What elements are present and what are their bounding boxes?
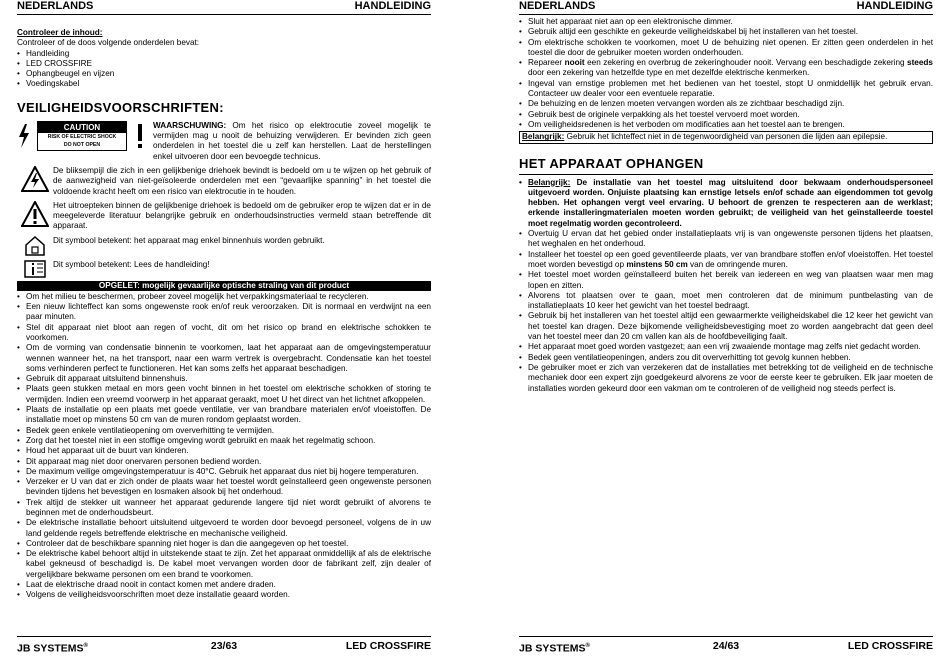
- list-item: • Dit apparaat mag niet door onervaren personen bediend worden.: [17, 457, 431, 467]
- list-item: • Trek altijd de stekker uit wanneer het apparaat gedurende langere tijd niet wordt gebruikt of alvorens te beginnen met de onderhoudsbeurt.: [17, 498, 431, 519]
- left-page: [17, 0, 431, 654]
- list-item-important: • Belangrijk: De installatie van het toestel mag uitsluitend door bekwaam onderhoudspersoneel uitgevoerd worden. Onjuiste plaatsing kan ernstige letsels en/of schade aan eigendommen tot gevolg hebben. Het ophangen vergt veel ervaring. U behoort de grenzen te respecteren aan de werklast; erkende installeringmaterialen moeten worden gebruikt; de veiligheid van het geïnstalleerde toestel moet regelmatig worden gecontroleerd.: [519, 178, 933, 229]
- list-item: • Gebruik altijd een geschikte en gekeurde veiligheidskabel bij het installeren van het toestel.: [519, 27, 933, 37]
- header-language: NEDERLANDS: [519, 0, 596, 12]
- list-item: • Houd het apparaat uit de buurt van kinderen.: [17, 446, 431, 456]
- page-footer: [519, 636, 933, 655]
- title-rule: [519, 174, 933, 175]
- symbol-lightning-text: De bliksempijl die zich in een gelijkbenige driehoek bevindt is bedoeld om u te wijzen op het gebruik of de aanwezigheid van niet-geïsoleerde onderdelen met een “gevaarlijke spanning” in het toestel die voldoende kracht heeft om een risico van elektrocutie in te houden.: [53, 165, 431, 196]
- warning-text-block: [153, 121, 431, 162]
- list-item: • Gebruik best de originele verpakking als het toestel vervoerd moet worden.: [519, 110, 933, 120]
- list-item: • Handleiding: [17, 49, 431, 59]
- list-item: • Zorg dat het toestel niet in een stoffige omgeving wordt gebruikt en maak het regelmatig schoon.: [17, 436, 431, 446]
- list-item: • Gebruik dit apparaat uitsluitend binnenshuis.: [17, 374, 431, 384]
- header-manual: HANDLEIDING: [856, 0, 933, 12]
- safety-title: VEILIGHEIDSVOORSCHRIFTEN:: [17, 99, 224, 115]
- footer-brand: JB SYSTEMS®: [17, 642, 88, 655]
- symbol-exclamation-text: Het uitroepteken binnen de gelijkbenige driehoek is bedoeld om de gebruiker erop te wijzen dat er in de meegeleverde literatuur belangrijke gebruik en onderhoudsinstructies vermeld staan betreffende dit apparaat.: [53, 200, 431, 231]
- list-item-fuse: • Repareer nooit een zekering en overbrug de zekeringhouder nooit. Vervang een beschadigde zekering steeds door een zekering van hetzelfde type en met dezelfde elektrische kenmerken.: [519, 58, 933, 79]
- lightning-small-icon: [17, 124, 31, 148]
- list-item: • Overtuig U ervan dat het gebied onder installatieplaats vrij is van ongewenste personen tijdens het plaatsen, het weghalen en het onderhoud.: [519, 229, 933, 250]
- epilepsy-notice: [519, 131, 933, 143]
- page-header: [17, 0, 431, 15]
- warning-label: WAARSCHUWING:: [153, 120, 227, 130]
- list-item: • De behuizing en de lenzen moeten vervangen worden als ze zichtbaar beschadigd zijn.: [519, 99, 933, 109]
- list-item: • De elektrische kabel behoort altijd in uitstekende staat te zijn. Zet het apparaat onmiddellijk af als de elektrische kabel gekneusd of beschadigd is. De kabel moet vervangen worden door de fabrikant zelf, zijn dealer of vergelijkbare bekwame personen om een brand te voorkomen.: [17, 549, 431, 580]
- list-item: • Stel dit apparaat niet bloot aan regen of vocht, dit om het risico op brand en elektrische schokken te voorkomen.: [17, 323, 431, 344]
- list-item: • Bedek geen enkele ventilatieopening om oververhitting te vermijden.: [17, 426, 431, 436]
- left-body: [17, 28, 431, 601]
- list-item: • Alvorens tot plaatsen over te gaan, moet men controleren dat de minimum puntbelasting van de installatieplaats 10 keer het gewicht van het toestel bedraagt.: [519, 291, 933, 312]
- safety-list-continued: [519, 17, 933, 130]
- page-footer: [17, 636, 431, 655]
- hanging-list: [519, 178, 933, 394]
- hanging-title: HET APPARAAT OPHANGEN: [519, 155, 704, 171]
- lightning-triangle-icon: [21, 166, 49, 192]
- optical-warning-banner: OPGELET: mogelijk gevaarlijke optische straling van dit product: [17, 281, 431, 291]
- symbol-indoor-row: [17, 236, 431, 256]
- list-item: • Het apparaat moet goed worden vastgezet; aan een vrij zwaaiende montage mag zelfs niet gedacht worden.: [519, 342, 933, 352]
- footer-page-number: 23/63: [210, 640, 238, 652]
- list-item: • Sluit het apparaat niet aan op een elektronische dimmer.: [519, 17, 933, 27]
- list-item: • Controleer dat de beschikbare spanning niet hoger is dan die aangegeven op het toestel.: [17, 539, 431, 549]
- list-item: • Om veiligheidsredenen is het verboden om modificaties aan het toestel aan te brengen.: [519, 120, 933, 130]
- footer-page-number: 24/63: [712, 640, 740, 652]
- list-item: • Bedek geen ventilatieopeningen, anders zou dit oververhitting tot gevolg kunnen hebben.: [519, 353, 933, 363]
- list-item: • Om elektrische schokken te voorkomen, moet U de behuizing niet openen. Er zitten geen onderdelen in het toestel die door de gebruiker moeten worden onderhouden.: [519, 38, 933, 59]
- header-language: NEDERLANDS: [17, 0, 94, 12]
- symbol-indoor-text: Dit symbool betekent: het apparaat mag enkel binnenhuis worden gebruikt.: [53, 235, 325, 245]
- list-item: • Gebruik bij het installeren van het toestel altijd een gewaarmerkte veiligheidskabel die 12 keer het gewicht van het toestel kan dragen. Deze bijkomende veiligheidsbevestiging moet zo worden aangebracht dat geen deel van het toestel meer dan 20 cm vallen kan als de hoofdbeveiliging faalt.: [519, 311, 933, 342]
- list-item: • Volgens de veiligheidsvoorschriften moet deze installatie geaard worden.: [17, 590, 431, 600]
- symbol-manual-text: Dit symbool betekent: Lees de handleiding!: [53, 259, 210, 269]
- list-item: • Laat de elektrische draad nooit in contact komen met andere draden.: [17, 580, 431, 590]
- footer-brand: JB SYSTEMS®: [519, 642, 590, 655]
- footer-product: LED CROSSFIRE: [345, 640, 431, 652]
- manual-book-icon: [24, 260, 46, 278]
- right-page: [519, 0, 933, 654]
- symbol-exclamation-row: [17, 201, 431, 232]
- list-item: • De elektrische installatie behoort uitsluitend uitgevoerd te worden door bevoegd personeel, volgens de in uw land geldende regels betreffende elektrische en mechanische veiligheid.: [17, 518, 431, 539]
- important-text: Gebruik het lichteffect niet in de tegenwoordigheid van personen die lijden aan epilepsie.: [564, 132, 888, 142]
- list-item: • Om de vorming van condensatie binnenin te voorkomen, laat het apparaat aan de omgevingstemperatuur wennen wanneer het, na het transport, naar een warm vertrek is overgebracht. Condensatie kan het toestel soms verhinderen perfect te functioneren. Het kan soms zelfs het apparaat beschadigen.: [17, 343, 431, 374]
- list-item: • Verzeker er U van dat er zich onder de plaats waar het toestel wordt geïnstalleerd geen ongewenste personen bevinden tijdens het bevestigen en losmaken alsook bij het onderhoud.: [17, 477, 431, 498]
- list-item: • LED CROSSFIRE: [17, 59, 431, 69]
- list-item: • Een nieuw lichteffect kan soms ongewenste rook en/of reuk veroorzaken. Dit is normaal en verdwijnt na een paar minuten.: [17, 302, 431, 323]
- list-item: • De maximum veilige omgevingstemperatuur is 40°C. Gebruik het apparaat dus niet bij hogere temperaturen.: [17, 467, 431, 477]
- caution-title: CAUTION: [38, 122, 126, 133]
- caution-line1: RISK OF ELECTRIC SHOCK: [47, 133, 117, 140]
- contents-list: [17, 49, 431, 90]
- list-item: • Om het milieu te beschermen, probeer zoveel mogelijk het verpakkingsmateriaal te recycleren.: [17, 292, 431, 302]
- list-item: • Ingeval van ernstige problemen met het bedienen van het toestel, stopt U onmiddellijk het gebruik ervan. Contacteer uw dealer voor een eventuele reparatie.: [519, 79, 933, 100]
- header-manual: HANDLEIDING: [354, 0, 431, 12]
- warning-text: Om het risico op elektrocutie zoveel mogelijk te vermijden mag u nooit de behuizing verwijderen. Er bevinden zich geen onderdelen in het toestel die u zelf kan herstellen. Laat de herstellingen enkel uitvoeren door een bevoegde technicus.: [153, 120, 431, 161]
- caution-line2: DO NOT OPEN: [63, 142, 101, 149]
- contents-title: Controleer de inhoud:: [17, 28, 103, 37]
- list-item-mount: • Installeer het toestel op een goed geventileerde plaats, ver van brandbare stoffen en/of vloeistoffen. Het toestel moet worden bevestigd op minstens 50 cm van de omringende muren.: [519, 250, 933, 271]
- caution-label: [17, 121, 147, 151]
- list-item: • Het toestel moet worden geïnstalleerd buiten het bereik van iedereen en weg van plaatsen waar men mag lopen en zitten.: [519, 270, 933, 291]
- right-body: [519, 17, 933, 394]
- exclamation-triangle-icon: [21, 201, 49, 227]
- page-header: [519, 0, 933, 15]
- list-item: • Voedingskabel: [17, 79, 431, 89]
- list-item: • De gebruiker moet er zich van verzekeren dat de installaties met betrekking tot de veiligheid en de technische mechaniek door een expert zijn goedgekeurd alvorens ze voor de eerste keer te gebruiken. Elk jaar moeten de installaties worden gekeurd door een vakman om te controleren of de veiligheid nog steeds perfect is.: [519, 363, 933, 394]
- footer-product: LED CROSSFIRE: [847, 640, 933, 652]
- important-label: Belangrijk:: [522, 132, 565, 142]
- list-item: • Plaats de installatie op een plaats met goede ventilatie, ver van brandbare materialen en/of vloeistoffen. De installatie moet op minstens 50 cm van de muren rondom geplaatst worden.: [17, 405, 431, 426]
- caution-box: [37, 121, 127, 151]
- house-icon: [24, 236, 46, 256]
- list-item: • Plaats geen stukken metaal en mors geen vocht binnen in het toestel om elektrische schokken of storing te vermijden. Indien een vreemd voorwerp in het apparaat geraakt, moet U het direct van het lichtnet afkoppelen.: [17, 384, 431, 405]
- symbol-manual-row: [17, 260, 431, 278]
- symbol-lightning-row: [17, 166, 431, 197]
- safety-list: [17, 292, 431, 601]
- exclamation-small-icon: [133, 123, 147, 149]
- contents-intro: Controleer of de doos volgende onderdelen bevat:: [17, 38, 200, 48]
- list-item: • Ophangbeugel en vijzen: [17, 69, 431, 79]
- warning-row: [17, 121, 431, 162]
